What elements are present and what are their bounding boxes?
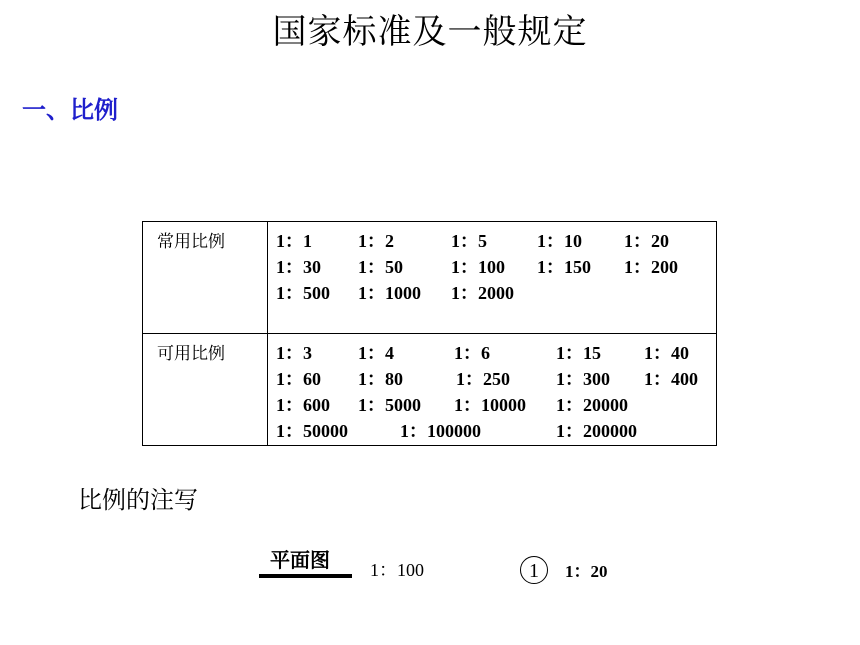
scale-value: 1：400 — [644, 369, 698, 389]
detail-scale-example: 1：20 — [565, 562, 608, 581]
scale-value: 1：10000 — [454, 395, 526, 415]
scale-value: 1：100 — [451, 257, 505, 277]
drawing-title-example: 平面图 — [270, 548, 330, 572]
table-row — [143, 334, 717, 446]
scale-value: 1：200 — [624, 257, 678, 277]
scale-value: 1：100000 — [400, 421, 481, 441]
drawing-scale-example: 1：100 — [370, 560, 424, 580]
value-line — [276, 417, 716, 443]
scale-value: 1：10 — [537, 231, 582, 251]
page-title: 国家标准及一般规定 — [272, 12, 588, 52]
section-heading: 一、比例 — [22, 96, 118, 124]
scale-value: 1：20000 — [556, 395, 628, 415]
scale-value: 1：50 — [358, 257, 403, 277]
scale-value: 1：3 — [276, 343, 312, 363]
value-line — [276, 365, 716, 391]
row-label: 可用比例 — [143, 334, 268, 446]
title-underline — [259, 574, 352, 578]
scale-value: 1：5000 — [358, 395, 421, 415]
scale-value: 1：1 — [276, 231, 312, 251]
detail-number-circle: 1 — [520, 556, 548, 584]
scale-value: 1：150 — [537, 257, 591, 277]
row-values — [268, 222, 717, 334]
value-line — [276, 253, 716, 279]
row-label: 常用比例 — [143, 222, 268, 334]
scale-table — [142, 221, 717, 446]
value-line — [276, 227, 716, 253]
scale-value: 1：40 — [644, 343, 689, 363]
scale-value: 1：15 — [556, 343, 601, 363]
scale-value: 1：20 — [624, 231, 669, 251]
scale-value: 1：250 — [456, 369, 510, 389]
scale-value: 1：1000 — [358, 283, 421, 303]
scale-value: 1：6 — [454, 343, 490, 363]
scale-value: 1：500 — [276, 283, 330, 303]
scale-value: 1：300 — [556, 369, 610, 389]
scale-value: 1：600 — [276, 395, 330, 415]
scale-value: 1：30 — [276, 257, 321, 277]
scale-value: 1：50000 — [276, 421, 348, 441]
row-values — [268, 334, 717, 446]
scale-value: 1：2 — [358, 231, 394, 251]
value-line — [276, 279, 716, 305]
table-row — [143, 222, 717, 334]
scale-value: 1：200000 — [556, 421, 637, 441]
scale-value: 1：80 — [358, 369, 403, 389]
notation-heading: 比例的注写 — [78, 486, 198, 514]
value-line — [276, 391, 716, 417]
value-line — [276, 339, 716, 365]
scale-value: 1：2000 — [451, 283, 514, 303]
scale-value: 1：60 — [276, 369, 321, 389]
scale-value: 1：5 — [451, 231, 487, 251]
scale-value: 1：4 — [358, 343, 394, 363]
